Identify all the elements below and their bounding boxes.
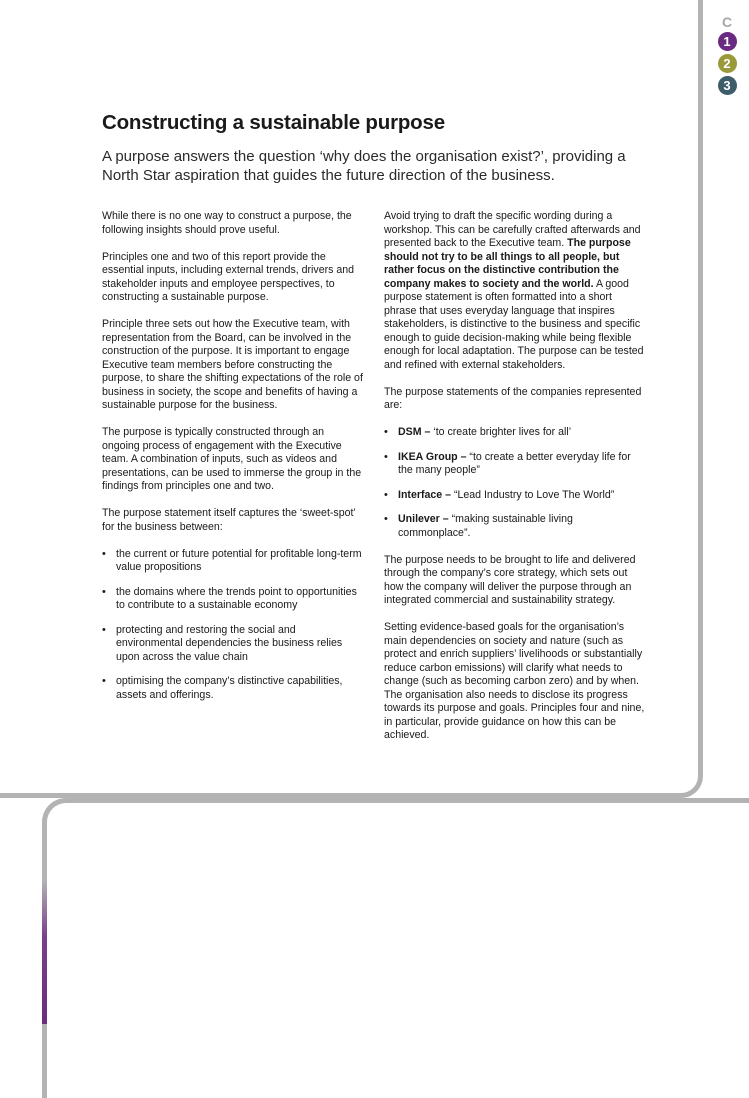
paragraph: Setting evidence-based goals for the organisation’s main dependencies on society and nature (such as protect and enrich suppliers’ livelihoods or substantially reduce carbon emissions) will clarify what needs to change (such as becoming carbon zero) and by when. The organisation also needs to disclose its progress towards its purpose and goals. Principles four and nine, in particular, provide guidance on how this can be achieved. bbox=[384, 621, 645, 741]
company-name: DSM – bbox=[398, 426, 431, 438]
paragraph: The purpose statement itself captures the ‘sweet-spot’ for the business between: bbox=[102, 507, 356, 533]
chapter-nav-item-2[interactable]: 2 bbox=[718, 54, 737, 73]
page-frame-bottom bbox=[42, 798, 749, 1098]
paragraph: The purpose is typically constructed through an ongoing process of engagement with the Executive team. A combination of inputs, such as videos and presentations, can be used to immerse the group in the findings from principles one and two. bbox=[102, 426, 362, 492]
list-item: • the domains where the trends point to opportunities to contribute to a sustainable economy bbox=[102, 586, 364, 613]
paragraph: Principle three sets out how the Executive team, with representation from the Board, can be involved in the construction of the purpose. It is important to engage Executive team members before constructing the purpose, to share the shifting expectations of the role of business in society, the scope and benefits of having a sustainable purpose for the business. bbox=[102, 318, 363, 411]
paragraph bbox=[384, 210, 646, 372]
chapter-nav-item-3[interactable]: 3 bbox=[718, 76, 737, 95]
page-title: Constructing a sustainable purpose bbox=[102, 111, 445, 134]
paragraph: The purpose needs to be brought to life and delivered through the company’s core strategy, which sets out how the company will deliver the purpose through an integrated commercial and sustainability strategy. bbox=[384, 553, 636, 606]
purpose-statement: ‘to create brighter lives for all’ bbox=[430, 426, 572, 438]
paragraph: Principles one and two of this report provide the essential inputs, including external trends, drivers and stakeholder inputs and employee perspectives, to constructing a sustainable purpose. bbox=[102, 250, 355, 303]
list-item bbox=[384, 489, 646, 503]
list-item: • protecting and restoring the social and environmental dependencies the business relies upon across the value chain bbox=[102, 624, 364, 665]
company-name: IKEA Group – bbox=[398, 450, 467, 463]
list-item: • optimising the company’s distinctive capabilities, assets and offerings. bbox=[102, 675, 364, 702]
right-column bbox=[384, 210, 646, 756]
purpose-statement: “to create a better everyday life for the many people” bbox=[398, 450, 631, 476]
chapter-nav-current[interactable]: C bbox=[721, 14, 733, 30]
paragraph-text: A good purpose statement is often formatted into a short phrase that uses everyday language that inspires stakeholders, is distinctive to the business and specific enough to guide decision-making while being flexible enough for local adaptation. The purpose can be tested and refined with external stakeholders. bbox=[384, 277, 644, 371]
list-item bbox=[384, 426, 646, 440]
company-name: Interface – bbox=[398, 488, 451, 501]
emphasis-text: The purpose should not try to be all things to all people, but rather focus on the distinctive contribution the company makes to society and the world. bbox=[384, 237, 631, 290]
list-item bbox=[384, 513, 646, 540]
company-name: Unilever – bbox=[398, 513, 449, 525]
page-subtitle: A purpose answers the question ‘why does the organisation exist?’, providing a North Star aspiration that guides the future direction of the business. bbox=[102, 148, 626, 184]
frame-accent-bar bbox=[42, 880, 47, 1024]
paragraph: While there is no one way to construct a purpose, the following insights should prove useful. bbox=[102, 210, 352, 236]
purpose-statement: “Lead Industry to Love The World” bbox=[451, 488, 615, 501]
list-item bbox=[384, 451, 646, 478]
chapter-nav-item-1[interactable]: 1 bbox=[718, 32, 737, 51]
left-column bbox=[102, 210, 364, 716]
chapter-nav bbox=[717, 12, 737, 98]
sweet-spot-list bbox=[102, 548, 364, 703]
purpose-statement: “making sustainable living commonplace”. bbox=[398, 513, 573, 539]
paragraph: The purpose statements of the companies represented are: bbox=[384, 385, 642, 411]
paragraph-text: Avoid trying to draft the specific wording during a workshop. This can be carefully crafted afterwards and presented back to the Executive team. bbox=[384, 210, 641, 249]
list-item: • the current or future potential for profitable long-term value propositions bbox=[102, 548, 364, 575]
company-purpose-list bbox=[384, 426, 646, 540]
